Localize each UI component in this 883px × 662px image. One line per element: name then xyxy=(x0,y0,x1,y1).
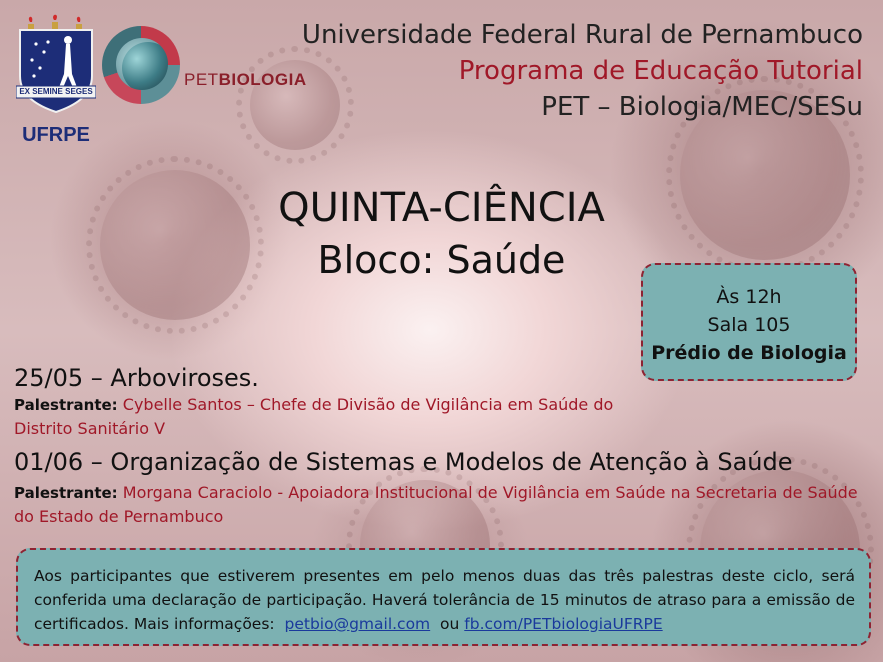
event-1-title: 25/05 – Arboviroses. xyxy=(14,364,259,392)
schedule-box xyxy=(641,263,857,381)
email-link[interactable]: petbio@gmail.com xyxy=(284,615,431,633)
event-2-title: 01/06 – Organização de Sistemas e Modelos de Atenção à Saúde xyxy=(14,448,793,476)
schedule-building: Prédio de Biologia xyxy=(651,342,847,364)
ufrpe-logo xyxy=(16,14,96,148)
event-subtitle: Bloco: Saúde xyxy=(317,238,566,282)
schedule-time: Às 12h xyxy=(716,286,782,308)
program-name: Programa de Educação Tutorial xyxy=(458,56,863,86)
pet-logo-text: PETBIOLOGIA xyxy=(184,70,307,89)
ufrpe-name: UFRPE xyxy=(22,124,90,146)
footer-text: Aos participantes que estiverem presentes em pelo menos duas das três palestras deste ciclo, será conferida uma declaração de participação. Haverá tolerância de 15 minutos de atraso para a emissão de certificados. Mais informações: xyxy=(34,567,855,633)
facebook-link[interactable]: fb.com/PETbiologiaUFRPE xyxy=(464,615,663,633)
university-name: Universidade Federal Rural de Pernambuco xyxy=(301,20,863,50)
footer-notice xyxy=(16,548,871,646)
event-1-speaker: Palestrante: Cybelle Santos – Chefe de Divisão de Vigilância em Saúde do Distrito Sanitário V xyxy=(14,395,614,438)
pet-emblem-icon xyxy=(102,26,180,104)
program-group: PET – Biologia/MEC/SESu xyxy=(541,92,863,122)
event-title: QUINTA-CIÊNCIA xyxy=(278,185,605,231)
event-2-speaker: Palestrante: Morgana Caraciolo - Apoiadora Institucional de Vigilância em Saúde na Secretaria de Saúde do Estado de Pernambuco xyxy=(14,483,858,526)
schedule-room: Sala 105 xyxy=(707,314,791,336)
footer-or: ou xyxy=(440,615,460,633)
ufrpe-motto: EX SEMINE SEGES xyxy=(19,87,93,96)
pet-biologia-logo xyxy=(102,26,322,106)
